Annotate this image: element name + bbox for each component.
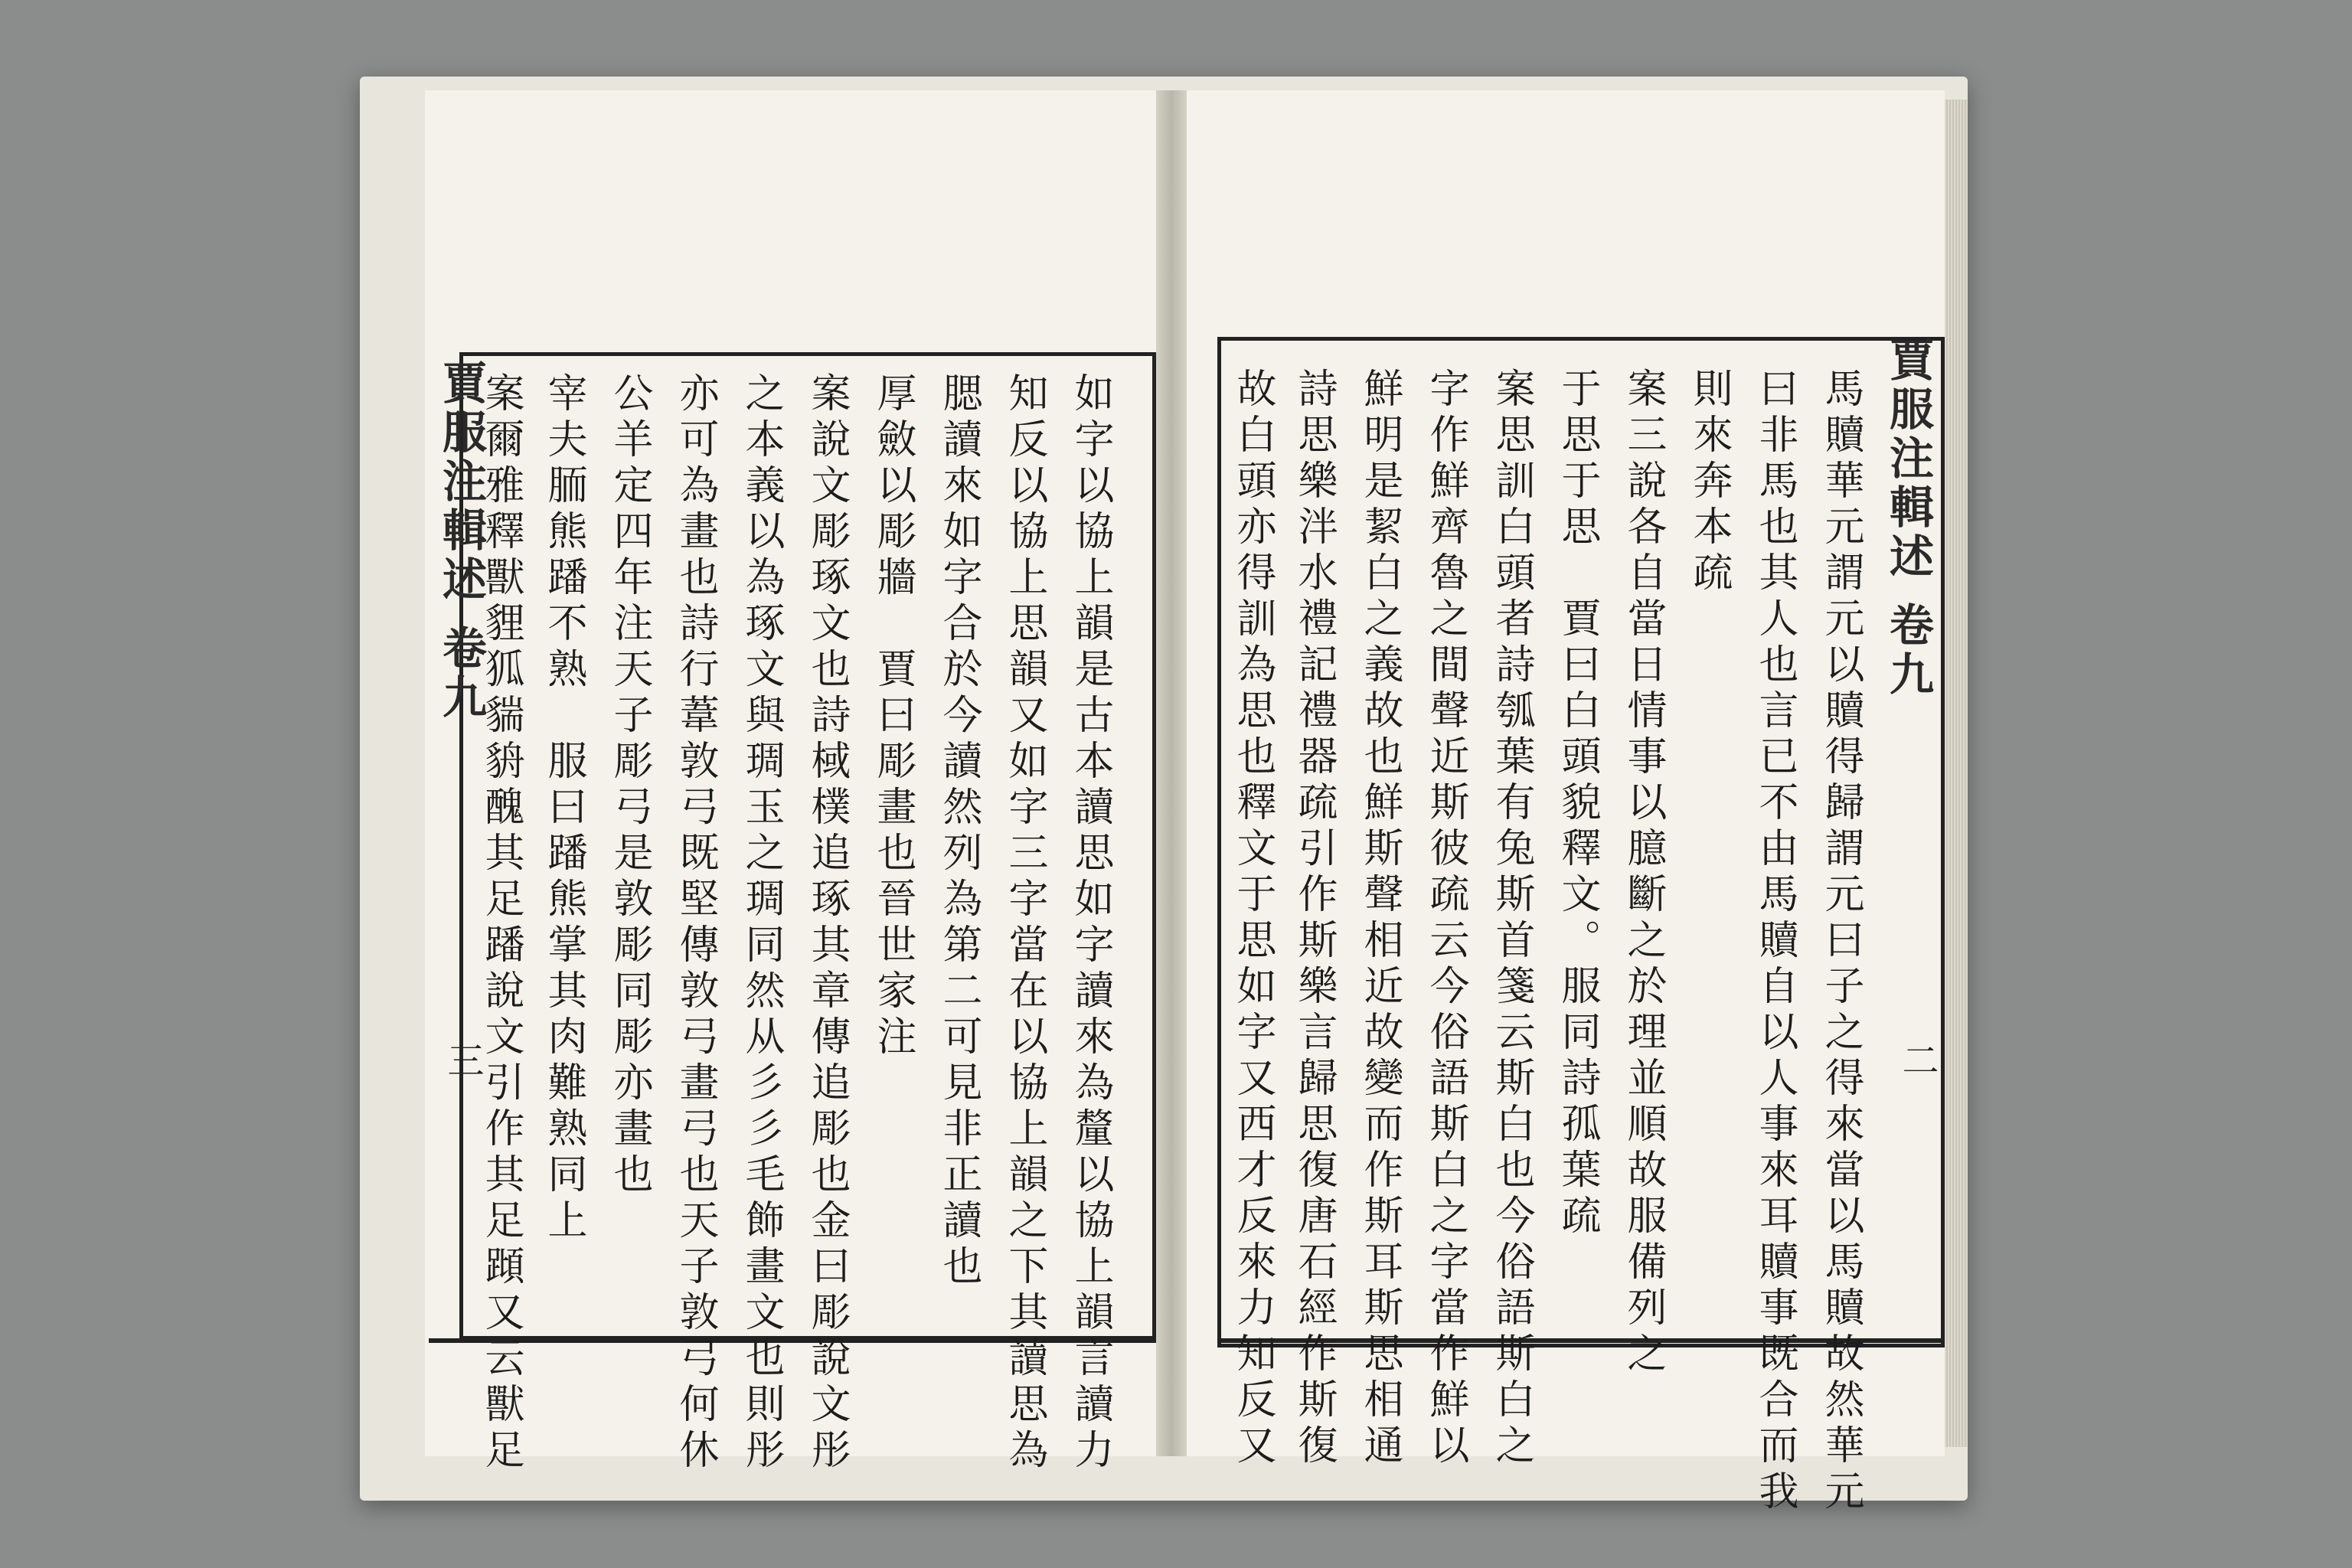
right-column-8: 鮮明是絜白之義故也鮮斯聲相近故變而作斯耳斯思相通: [1357, 368, 1403, 1470]
left-margin-title: 賈服注輯述 卷九: [435, 360, 487, 724]
right-column-9: 詩思樂泮水禮記禮器疏引作斯樂言歸思復唐石經作斯復: [1291, 368, 1337, 1470]
right-column-10: 故白頭亦得訓為思也釋文于思如字又西才反來力知反又: [1230, 368, 1276, 1470]
left-column-7: 亦可為畫也詩行葦敦弓既堅傳敦弓畫弓也天子敦弓何休: [672, 372, 718, 1475]
left-column-10: 案爾雅釋獸貍狐貒貈醜其足蹯說文引作其足蹞又云獸足: [478, 372, 524, 1475]
right-column-4: 案三說各自當日情事以臆斷之於理並順故服備列之: [1620, 368, 1666, 1378]
left-column-4: 厚斂以彫牆 賈曰彫畫也晉世家注: [870, 372, 916, 1061]
book-gutter: [1156, 90, 1187, 1456]
right-column-2: 曰非馬也其人也言已不由馬贖自以人事來耳贖事既合而我: [1752, 368, 1798, 1516]
left-column-9: 宰夫胹熊蹯不熟 服曰蹯熊掌其肉難熟同上: [541, 372, 586, 1245]
left-column-8: 公羊定四年注天子彫弓是敦彫同彫亦畫也: [606, 372, 652, 1199]
right-column-7: 字作鮮齊魯之間聲近斯彼疏云今俗語斯白之字當作鮮以: [1423, 368, 1468, 1470]
right-column-3: 則來奔本疏: [1686, 368, 1732, 597]
right-column-1: 馬贖華元謂元以贖得歸謂元曰子之得來當以馬贖故然華元: [1818, 368, 1864, 1516]
left-page-number: 三: [441, 1041, 484, 1078]
left-column-5: 案說文彫琢文也詩棫樸追琢其章傳追彫也金曰彫說文彤: [804, 372, 850, 1475]
left-column-3: 腮讀來如字合於今讀然列為第二可見非正讀也: [936, 372, 982, 1291]
right-column-6: 案思訓白頭者詩瓠葉有兔斯首箋云斯白也今俗語斯白之: [1488, 368, 1534, 1470]
left-column-1: 如字以協上韻是古本讀思如字讀來為釐以協上韻言讀力: [1067, 372, 1113, 1475]
left-column-2: 知反以協上思韻又如字三字當在以協上韻之下其讀思為: [1001, 372, 1047, 1475]
right-margin-title: 賈服注輯述 卷九: [1882, 337, 1934, 701]
left-column-6: 之本義以為琢文與琱玉之琱同然从彡彡毛飾畫文也則彤: [738, 372, 784, 1475]
page-edges: [1945, 100, 1968, 1447]
right-page-number: 二: [1896, 1041, 1939, 1078]
right-column-5: 于思于思 賈曰白頭貌釋文。服同詩孤葉疏: [1554, 368, 1600, 1240]
